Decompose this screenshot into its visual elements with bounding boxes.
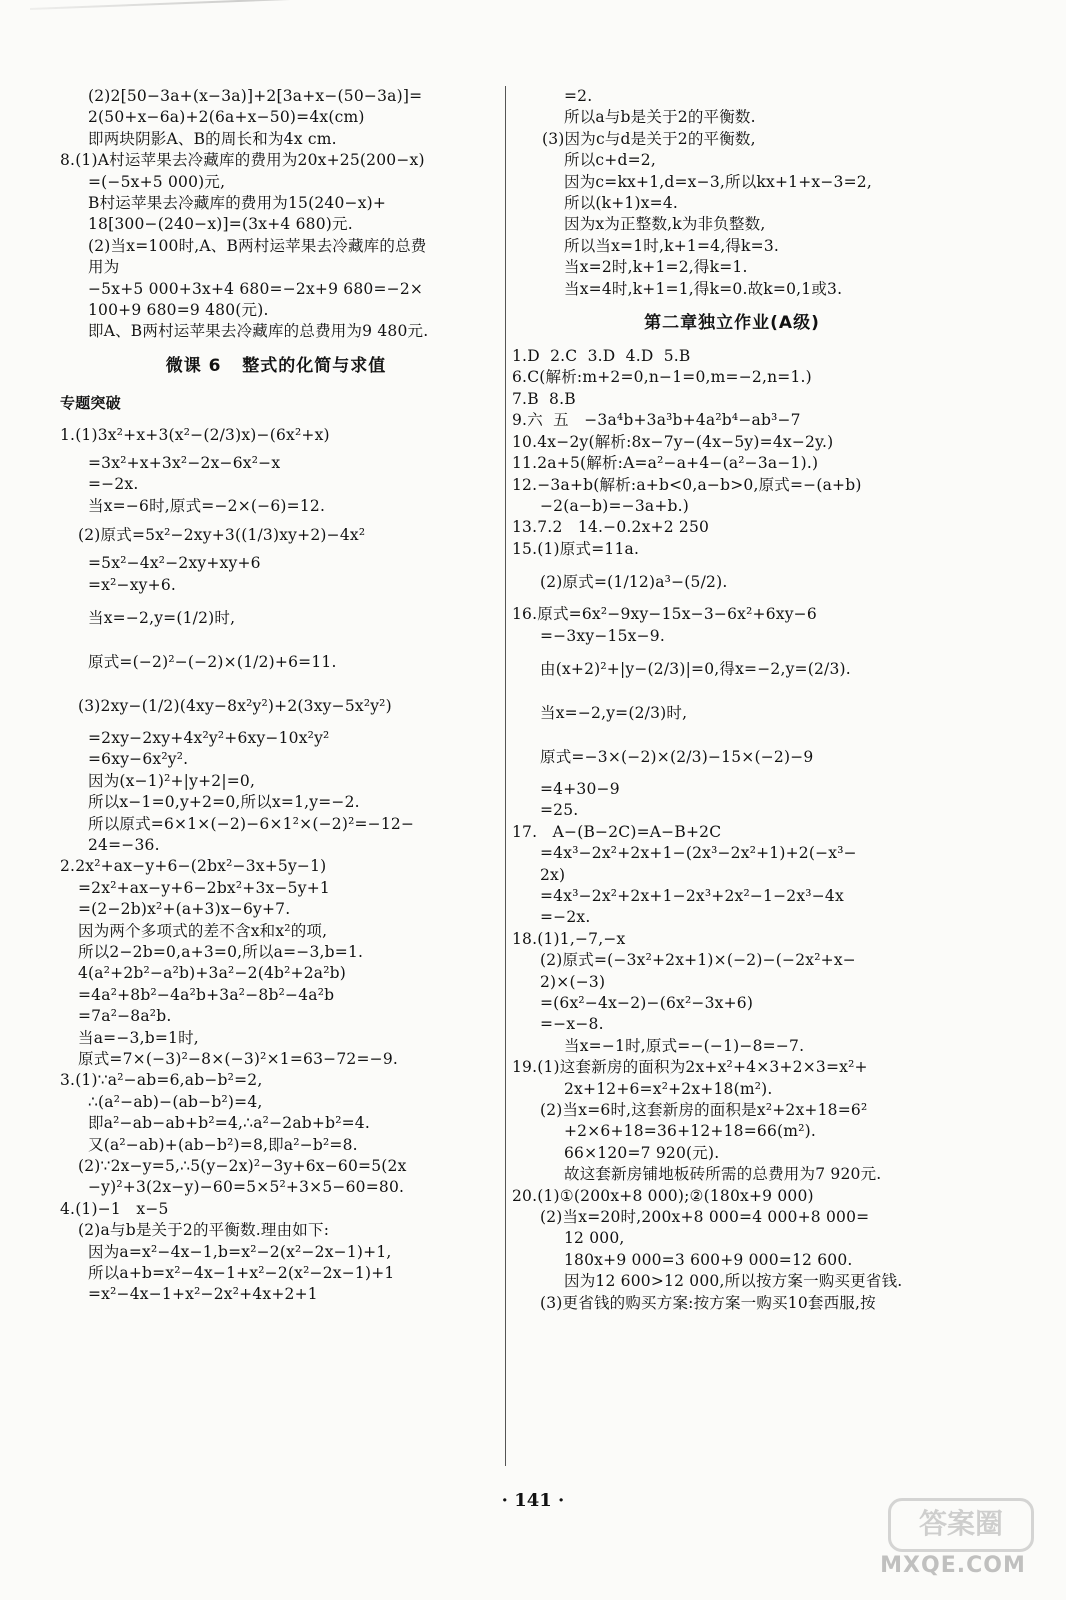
- text-line: 18[300−(240−x)]=(3x+4 680)元.: [88, 215, 353, 234]
- text-line: 所以c+d=2,: [564, 151, 656, 170]
- text-line: 1.D 2.C 3.D 4.D 5.B: [512, 347, 691, 366]
- text-line: 13.7.2 14.−0.2x+2 250: [512, 518, 710, 537]
- text-line: 18.(1)1,−7,−x: [512, 929, 626, 948]
- section-heading: 微课 6 整式的化简与求值: [165, 355, 387, 376]
- text-line: =(2−2b)x²+(a+3)x−6y+7.: [78, 900, 291, 919]
- text-line: =−x−8.: [540, 1015, 604, 1034]
- text-line: 1.(1)3x²+x+3(x²−(2/3)x)−(6x²+x): [60, 425, 330, 444]
- text-line: 16.原式=6x²−9xy−15x−3−6x²+6xy−6: [512, 605, 817, 624]
- text-line: =4+30−9: [540, 779, 620, 798]
- text-line: 即两块阴影A、B的周长和为4x cm.: [88, 129, 337, 148]
- section-heading: 第二章独立作业(A级): [644, 313, 820, 334]
- text-line: 2.2x²+ax−y+6−(2bx²−3x+5y−1): [60, 857, 327, 876]
- text-line: 2x+12+6=x²+2x+18(m²).: [564, 1079, 773, 1098]
- text-line: −y)²+3(2x−y)−60=5×5²+3×5−60=80.: [88, 1178, 405, 1197]
- text-line: 由(x+2)²+|y−(2/3)|=0,得x=−2,y=(2/3).: [540, 659, 851, 678]
- text-line: 66×120=7 920(元).: [564, 1143, 720, 1162]
- text-line: 10.4x−2y(解析:8x−7y−(4x−5y)=4x−2y.): [512, 432, 834, 451]
- text-line: (3)2xy−(1/2)(4xy−8x²y²)+2(3xy−5x²y²): [78, 696, 392, 715]
- text-line: 当x=−2,y=(2/3)时,: [540, 703, 688, 722]
- text-line: 12.−3a+b(解析:a+b<0,a−b>0,原式=−(a+b): [512, 475, 862, 494]
- text-line: 2x): [540, 865, 566, 884]
- text-line: 所以2−2b=0,a+3=0,所以a=−3,b=1.: [78, 942, 364, 961]
- text-line: =4x³−2x²+2x+1−2x³+2x²−1−2x³−4x: [540, 886, 844, 905]
- watermark-site: MXQE.COM: [880, 1553, 1026, 1578]
- text-line: =25.: [540, 801, 579, 820]
- text-line: 3.(1)∵a²−ab=6,ab−b²=2,: [60, 1071, 263, 1090]
- text-line: 故这套新房铺地板砖所需的总费用为7 920元.: [564, 1165, 882, 1184]
- text-line: =7a²−8a²b.: [78, 1007, 172, 1026]
- text-line: (2)∵2x−y=5,∴5(y−2x)²−3y+6x−60=5(2x: [78, 1157, 407, 1176]
- text-line: 所以x−1=0,y+2=0,所以x=1,y=−2.: [88, 793, 360, 812]
- right-column: [512, 86, 952, 1314]
- text-line: 因为(x−1)²+|y+2|=0,: [88, 771, 256, 790]
- watermark-mark: 答案圈: [888, 1498, 1034, 1552]
- left-block-1: [60, 86, 492, 343]
- text-line: =3x²+x+3x²−2x−6x²−x: [88, 453, 281, 472]
- text-line: (2)2[50−3a+(x−3a)]+2[3a+x−(50−3a)]=: [88, 87, 423, 105]
- text-line: 因为c=kx+1,d=x−3,所以kx+1+x−3=2,: [564, 172, 872, 191]
- text-line: =6xy−6x²y².: [88, 750, 189, 769]
- text-line: 4.(1)−1 x−5: [60, 1199, 169, 1218]
- text-line: 原式=7×(−3)²−8×(−3)²×1=63−72=−9.: [78, 1050, 399, 1068]
- text-line: 20.(1)①(200x+8 000);②(180x+9 000): [512, 1186, 814, 1205]
- text-line: =x²−4x−1+x²−2x²+4x+2+1: [88, 1285, 318, 1304]
- text-line: =(−5x+5 000)元,: [88, 172, 226, 191]
- text-line: 2)×(−3): [540, 972, 606, 991]
- text-line: 原式=(−2)²−(−2)×(1/2)+6=11.: [88, 652, 337, 671]
- text-line: 2(50+x−6a)+2(6a+x−50)=4x(cm): [88, 108, 365, 127]
- text-line: (2)原式=(1/12)a³−(5/2).: [540, 573, 728, 592]
- text-line: 180x+9 000=3 600+9 000=12 600.: [564, 1250, 853, 1269]
- text-line: 因为12 600>12 000,所以按方案一购买更省钱.: [564, 1272, 903, 1291]
- text-line: 4(a²+2b²−a²b)+3a²−2(4b²+2a²b): [78, 964, 347, 983]
- text-line: (3)因为c与d是关于2的平衡数,: [542, 129, 756, 148]
- text-line: 9.六 五 −3a⁴b+3a³b+4a²b⁴−ab³−7: [512, 411, 801, 430]
- text-line: 用为: [88, 258, 120, 277]
- right-block-1: [512, 86, 952, 300]
- text-line: =(6x²−4x−2)−(6x²−3x+6): [540, 994, 754, 1012]
- text-line: 19.(1)这套新房的面积为2x+x²+4×3+2×3=x²+: [512, 1058, 868, 1077]
- text-line: =−2x.: [88, 475, 139, 494]
- text-line: 当x=4时,k+1=1,得k=0.故k=0,1或3.: [564, 279, 843, 298]
- text-line: 6.C(解析:m+2=0,n−1=0,m=−2,n=1.): [512, 368, 812, 387]
- text-line: =4x³−2x²+2x+1−(2x³−2x²+1)+2(−x³−: [540, 844, 857, 863]
- text-line: B村运苹果去冷藏库的费用为15(240−x)+: [88, 194, 387, 213]
- text-line: =2.: [564, 87, 593, 105]
- text-line: 12 000,: [564, 1229, 625, 1248]
- text-line: =2xy−2xy+4x²y²+6xy−10x²y²: [88, 728, 330, 747]
- text-line: (3)更省钱的购买方案:按方案一购买10套西服,按: [540, 1293, 876, 1312]
- text-line: 所以原式=6×1×(−2)−6×1²×(−2)²=−12−: [88, 814, 415, 833]
- text-line: =2x²+ax−y+6−2bx²+3x−5y+1: [78, 878, 330, 897]
- page-number: · 141 ·: [501, 1490, 565, 1511]
- text-line: 100+9 680=9 480(元).: [88, 301, 269, 320]
- watermark-logo: [858, 1498, 1048, 1578]
- text-line: 24=−36.: [88, 835, 160, 854]
- text-line: 7.B 8.B: [512, 389, 576, 408]
- text-line: 所以a与b是关于2的平衡数.: [564, 108, 756, 127]
- text-line: (2)原式=(−3x²+2x+1)×(−2)−(−2x²+x−: [540, 951, 856, 970]
- text-line: (2)原式=5x²−2xy+3((1/3)xy+2)−4x²: [78, 526, 366, 545]
- text-line: 因为两个多项式的差不含x和x²的项,: [78, 921, 328, 940]
- text-line: 当a=−3,b=1时,: [78, 1028, 199, 1047]
- text-line: (2)当x=6时,这套新房的面积是x²+2x+18=6²: [540, 1101, 868, 1120]
- text-line: (2)当x=100时,A、B两村运苹果去冷藏库的总费: [88, 236, 427, 255]
- text-line: 原式=−3×(−2)×(2/3)−15×(−2)−9: [540, 747, 814, 766]
- subheading: 专题突破: [60, 393, 121, 412]
- text-line: (2)a与b是关于2的平衡数.理由如下:: [78, 1221, 330, 1240]
- text-line: 15.(1)原式=11a.: [512, 539, 640, 558]
- text-line: =5x²−4x²−2xy+xy+6: [88, 554, 261, 573]
- text-line: =x²−xy+6.: [88, 575, 177, 594]
- scan-edge-shadow: [30, 0, 450, 10]
- text-line: 17. A−(B−2C)=A−B+2C: [512, 822, 722, 841]
- text-line: 当x=−2,y=(1/2)时,: [88, 608, 236, 627]
- text-line: 所以(k+1)x=4.: [564, 194, 679, 213]
- text-line: =4a²+8b²−4a²b+3a²−8b²−4a²b: [78, 985, 335, 1004]
- column-divider: [505, 86, 506, 1466]
- text-line: 当x=2时,k+1=2,得k=1.: [564, 258, 748, 277]
- text-line: −2(a−b)=−3a+b.): [540, 496, 690, 515]
- text-line: 当x=−1时,原式=−(−1)−8=−7.: [564, 1036, 805, 1055]
- text-line: 当x=−6时,原式=−2×(−6)=12.: [88, 496, 326, 515]
- left-block-2: [60, 417, 492, 1306]
- text-line: −5x+5 000+3x+4 680=−2x+9 680=−2×: [88, 279, 424, 298]
- text-line: 又(a²−ab)+(ab−b²)=8,即a²−b²=8.: [88, 1135, 358, 1154]
- right-block-2: [512, 346, 952, 1314]
- text-line: =−3xy−15x−9.: [540, 626, 665, 645]
- text-line: 11.2a+5(解析:A=a²−a+4−(a²−3a−1).): [512, 454, 819, 473]
- text-line: 所以a+b=x²−4x−1+x²−2(x²−2x−1)+1: [88, 1264, 395, 1283]
- text-line: (2)当x=20时,200x+8 000=4 000+8 000=: [540, 1208, 870, 1227]
- left-column: [60, 86, 492, 1306]
- text-line: 8.(1)A村运苹果去冷藏库的费用为20x+25(200−x): [60, 151, 425, 170]
- text-line: 因为a=x²−4x−1,b=x²−2(x²−2x−1)+1,: [88, 1242, 392, 1261]
- text-line: 所以当x=1时,k+1=4,得k=3.: [564, 236, 780, 255]
- text-line: =−2x.: [540, 908, 591, 927]
- text-line: +2×6+18=36+12+18=66(m²).: [564, 1122, 816, 1141]
- text-line: 因为x为正整数,k为非负整数,: [564, 215, 766, 234]
- text-line: ∴(a²−ab)−(ab−b²)=4,: [88, 1092, 263, 1111]
- text-line: 即a²−ab−ab+b²=4,∴a²−2ab+b²=4.: [88, 1114, 370, 1133]
- text-line: 即A、B两村运苹果去冷藏库的总费用为9 480元.: [88, 322, 429, 341]
